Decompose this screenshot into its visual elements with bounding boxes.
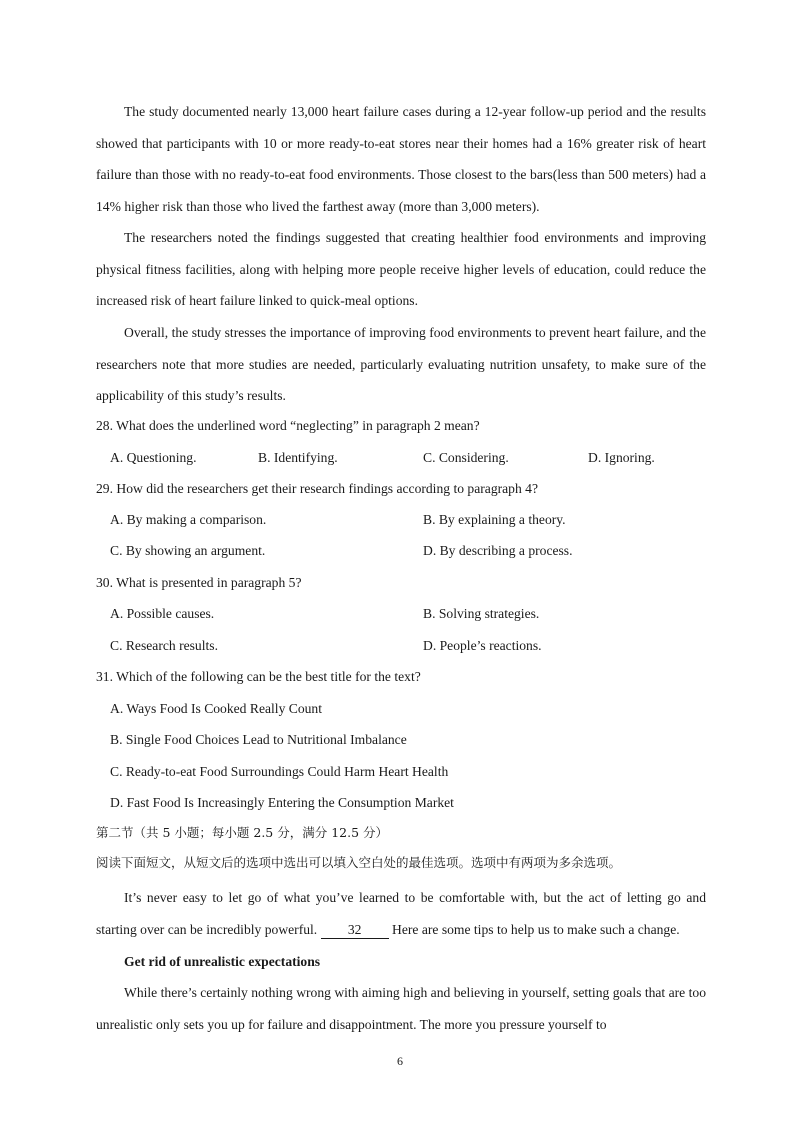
question-31-stem: 31. Which of the following can be the best title for the text? bbox=[96, 669, 421, 684]
question-29-option-c[interactable]: C. By showing an argument. bbox=[110, 543, 266, 558]
question-30-stem: 30. What is presented in paragraph 5? bbox=[96, 575, 302, 590]
question-31-option-d[interactable]: D. Fast Food Is Increasingly Entering the Consumption Market bbox=[110, 795, 454, 810]
question-31-option-a[interactable]: A. Ways Food Is Cooked Really Count bbox=[110, 701, 322, 716]
question-30-option-b[interactable]: B. Solving strategies. bbox=[423, 606, 540, 621]
tip-heading: Get rid of unrealistic expectations bbox=[124, 954, 321, 969]
passage-paragraph-3: Overall, the study stresses the importance of improving food environments to prevent heart failure, and the researchers note that more studies are needed, particularly evaluating nutrition unsafety, to make sure of the applicability of this study’s results. bbox=[96, 325, 706, 403]
question-28-option-a[interactable]: A. Questioning. bbox=[110, 450, 197, 465]
question-30-option-a[interactable]: A. Possible causes. bbox=[110, 606, 215, 621]
passage-paragraph-2: The researchers noted the findings suggested that creating healthier food environments and improving physical fitness facilities, along with helping more people receive higher levels of education, could reduce the increased risk of heart failure linked to quick-meal options. bbox=[96, 230, 706, 308]
question-28-stem: 28. What does the underlined word “neglecting” in paragraph 2 mean? bbox=[96, 418, 480, 433]
question-29-stem: 29. How did the researchers get their research findings according to paragraph 4? bbox=[96, 481, 538, 496]
section-2-paragraph-1: It’s never easy to let go of what you’ve learned to be comfortable with, but the act of letting go and starting over can be incredibly powerful. 32 Here are some tips to help us to make such a change. bbox=[96, 890, 706, 937]
question-31-option-b[interactable]: B. Single Food Choices Lead to Nutritional Imbalance bbox=[110, 732, 407, 747]
section-2-title: 第二节（共 5 小题；每小题 2.5 分，满分 12.5 分） bbox=[96, 825, 389, 840]
question-28-option-c[interactable]: C. Considering. bbox=[423, 450, 509, 465]
question-30-option-c[interactable]: C. Research results. bbox=[110, 638, 218, 653]
section-2-paragraph-2: While there’s certainly nothing wrong with aiming high and believing in yourself, setting goals that are too unrealistic only sets you up for failure and disappointment. The more you pressure yourself to bbox=[96, 985, 706, 1032]
question-29-option-d[interactable]: D. By describing a process. bbox=[423, 543, 573, 558]
question-30-option-d[interactable]: D. People’s reactions. bbox=[423, 638, 542, 653]
page-number: 6 bbox=[397, 1054, 403, 1068]
question-31-option-c[interactable]: C. Ready-to-eat Food Surroundings Could Harm Heart Health bbox=[110, 764, 449, 779]
question-29-option-a[interactable]: A. By making a comparison. bbox=[110, 512, 267, 527]
question-28-option-b[interactable]: B. Identifying. bbox=[258, 450, 338, 465]
passage-paragraph-1: The study documented nearly 13,000 heart failure cases during a 12-year follow-up period and the results showed that participants with 10 or more ready-to-eat stores near their homes had a 16% greater risk of heart failure than those with no ready-to-eat food environments. Those closest to the bars(less than 500 meters) had a 14% higher risk than those who lived the farthest away (more than 3,000 meters). bbox=[96, 104, 706, 214]
question-28-option-d[interactable]: D. Ignoring. bbox=[588, 450, 655, 465]
blank-32[interactable]: 32 bbox=[321, 922, 389, 939]
section-2-instruction: 阅读下面短文，从短文后的选项中选出可以填入空白处的最佳选项。选项中有两项为多余选项。 bbox=[96, 855, 622, 870]
question-29-option-b[interactable]: B. By explaining a theory. bbox=[423, 512, 566, 527]
